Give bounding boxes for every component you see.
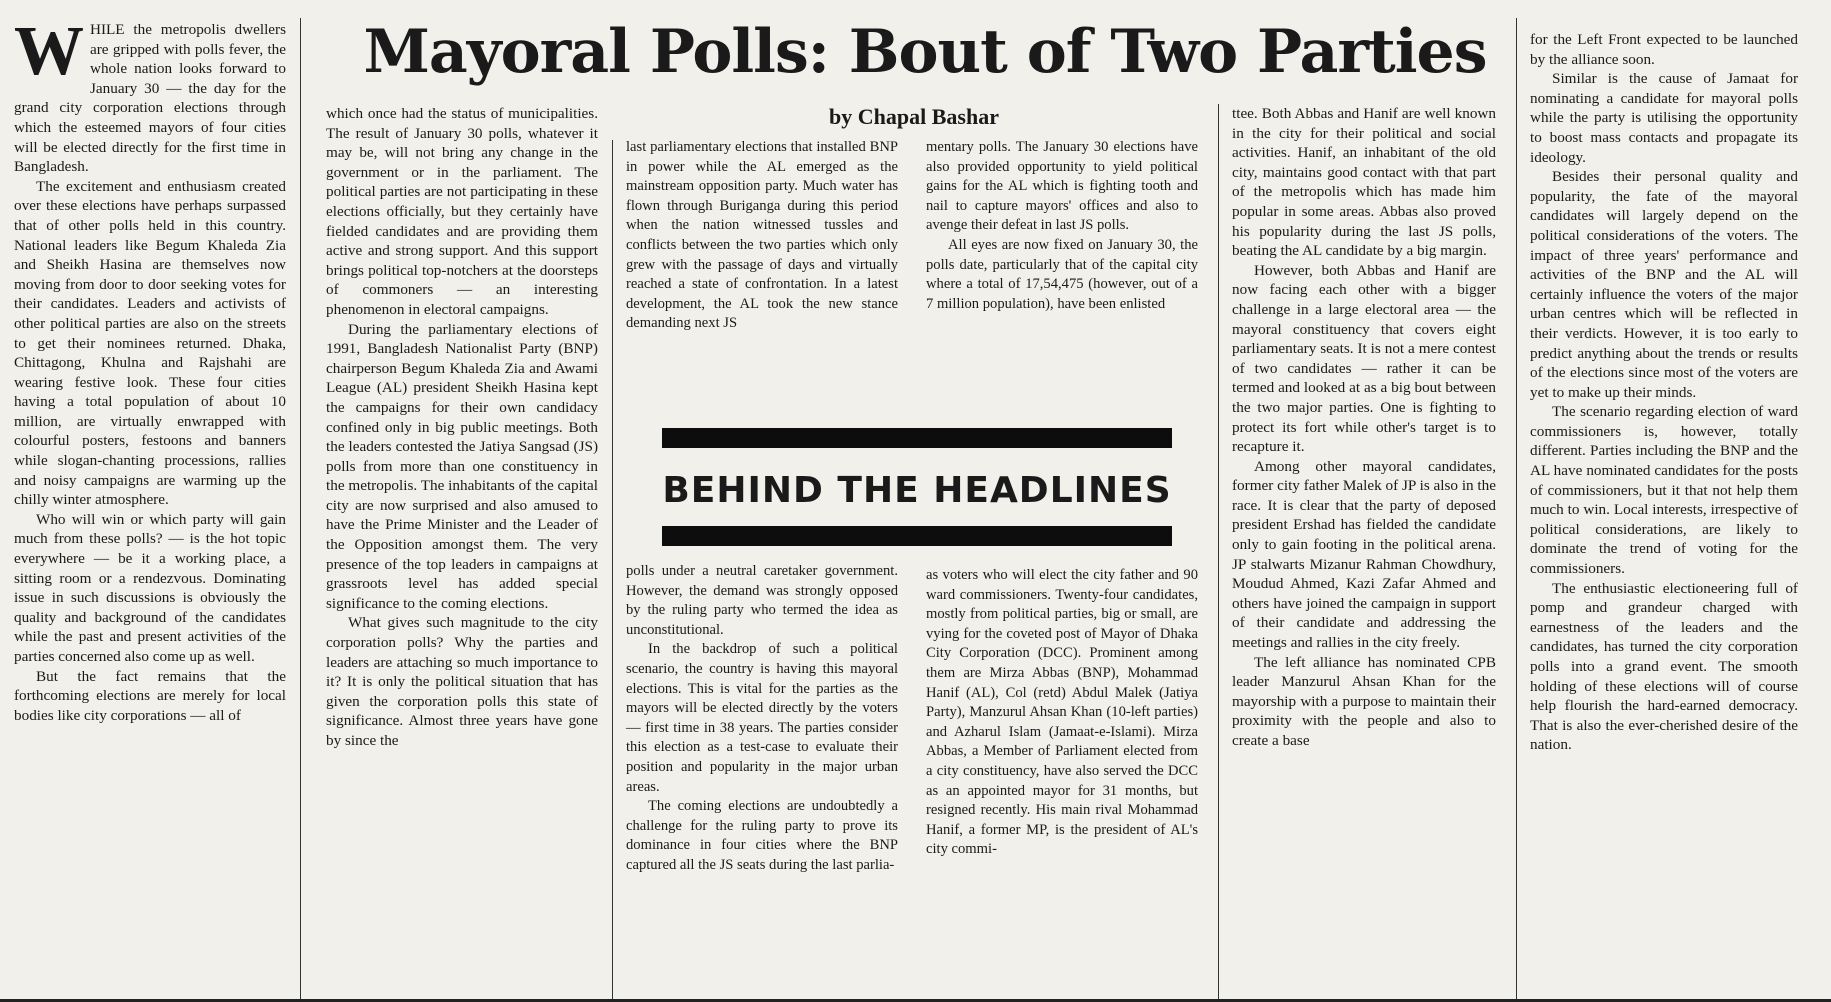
banner-top-bar: [662, 428, 1172, 448]
article-column-4-bottom: [926, 566, 1198, 860]
article-paragraph: What gives such magnitude to the city corporation polls? Why the parties and leaders are attaching so much importance to it? It is only the political situation that has given the corporation polls this state of significance. Almost three years have gone by since the: [326, 614, 598, 749]
article-paragraph: The enthusiastic electioneering full of pomp and grandeur charged with earnestness of the leaders and the candidates, has turned the city corporation polls into a grand event. The smooth holding of these elections will of course help flourish the hard-earned democracy. That is also the ever-cherished desire of the nation.: [1530, 579, 1798, 754]
article-paragraph: The excitement and enthusiasm created over these elections have perhaps surpassed that of other polls held in this country. National leaders like Begum Khaleda Zia and Sheikh Hasina are themselves now moving from door to door seeking votes for their candidates. Leaders and activists of other political parties are also on the streets to get their nominees returned. Dhaka, Chittagong, Khulna and Rajshahi are wearing festive look. These four cities having a total population of about 10 million, are virtually enwrapped with colourful posters, festoons and banners while slogan-chanting processions, rallies and noisy campaigns are warming up the chilly winter atmosphere.: [14, 177, 286, 509]
article-paragraph: mentary polls. The January 30 elections have also provided opportunity to yield political gains for the AL which is fighting tooth and nail to capture mayors' offices and also to avenge their defeat in last JS polls.: [926, 139, 1198, 234]
article-paragraph: polls under a neutral caretaker government. However, the demand was strongly opposed by the ruling party who termed the idea as unconstitutional.: [626, 563, 898, 638]
column-divider: [1218, 104, 1219, 1002]
article-paragraph: Besides their personal quality and popularity, the fate of the mayoral candidates will largely depend on the political considerations of the voters. The impact of three years' performance and activities of the BNP and the AL will certainly influence the voters of the major urban centres which will be reflected in their verdicts. However, it is too early to predict anything about the trends or results of the elections since most of the voters are yet to make up their minds.: [1530, 168, 1798, 401]
article-paragraph: The scenario regarding election of ward commissioners is, however, totally different. Parties including the BNP and the AL have nominated candidates for the posts of commissioners, but it that not help them much to win. Local interests, irrespective of political considerations, are likely to dominate the trend of voting for the commissioners.: [1530, 403, 1798, 578]
banner-bottom-bar: [662, 526, 1172, 546]
article-column-4-top: [926, 138, 1198, 314]
article-paragraph: Among other mayoral candidates, former city father Malek of JP is also in the race. It is clear that the party of deposed president Ershad has fielded the candidate only to gain footing in the political arena. JP stalwarts Mizanur Rahman Chowdhury, Moudud Ahmed, Kazi Zafar Ahmed and others have joined the campaign in support of their candidate and addressing the meetings and rallies in the city freely.: [1232, 457, 1496, 652]
article-column-2: [326, 104, 598, 751]
article-column-5: [1232, 104, 1496, 751]
article-paragraph: [14, 13, 286, 177]
article-paragraph: But the fact remains that the forthcoming elections are merely for local bodies like city corporations — all of: [14, 667, 286, 724]
article-paragraph: which once had the status of municipalities. The result of January 30 polls, whatever it may be, will not bring any change in the government or in the parliament. The political parties are not participating in these elections officially, but they certainly have fielded candidates and are providing them active and strong support. And this support brings political top-notchers at the doorsteps of commoners — an interesting phenomenon in electoral campaigns.: [326, 105, 598, 318]
article-column-6: [1530, 30, 1798, 755]
column-divider: [300, 18, 301, 1002]
article-paragraph: Who will win or which party will gain much from these polls? — is the hot topic everywhere — be it a working place, a sitting room or a rendezvous. Dominating issue in such discussions is obviously the quality and background of the candidates while the past and present activities of the parties concerned also come up as well.: [14, 510, 286, 665]
article-paragraph: ttee. Both Abbas and Hanif are well known in the city for their political and social activities. Hanif, an inhabitant of the old city, maintains good contact with that part of the metropolis which has made him popular in some areas. Abbas also proved his popularity during the last JS polls, beating the AL candidate by a big margin.: [1232, 105, 1496, 260]
article-headline: Mayoral Polls: Bout of Two Parties: [363, 17, 1487, 87]
article-column-3-bottom: [626, 562, 898, 876]
article-paragraph: During the parliamentary elections of 1991, Bangladesh Nationalist Party (BNP) chairperson Begum Khaleda Zia and Awami League (AL) president Sheikh Hasina kept the campaigns for their own candidacy confined only in big public meetings. Both the leaders contested the Jatiya Sangsad (JS) polls from more than one constituency in the metropolis. The inhabitants of the capital city are now surprised and also amused to have the Prime Minister and the Leader of the Opposition amongst them. The very presence of the top leaders in campaigns at grassroots level has added special significance to the coming elections.: [326, 320, 598, 612]
article-paragraph: last parliamentary elections that installed BNP in power while the AL emerged as the mainstream opposition party. Much water has flown through Buriganga during this period when the nation witnessed tussles and conflicts between the two parties which only grew with the passage of days and virtually reached a state of confrontation. In a latest development, the AL took the new stance demanding next JS: [626, 139, 898, 332]
article-paragraph: for the Left Front expected to be launched by the alliance soon.: [1530, 31, 1798, 68]
article-paragraph: The left alliance has nominated CPB leader Manzurul Ahsan Khan for the mayorship with a purpose to maintain their proximity with the people and also to create a base: [1232, 653, 1496, 749]
article-paragraph: as voters who will elect the city father and 90 ward commissioners. Twenty-four candidates, mostly from political parties, big or small, are vying for the coveted post of Mayor of Dhaka City Corporation (DCC). Prominent among them are Mirza Abbas (BNP), Mohammad Hanif (AL), Col (retd) Abdul Malek (Jatiya Party), Manzurul Ahsan Khan (10-left parties) and Azharul Islam (Jamaat-e-Islami). Mirza Abbas, a Member of Parliament elected from a city constituency, have also served the DCC as an appointed mayor for 31 months, but resigned recently. His main rival Mohammad Hanif, a former MP, is the president of AL's city commi-: [926, 567, 1198, 858]
paragraph-text: HILE the metropolis dwellers are gripped with polls fever, the whole nation looks forward to January 30 — the day for the grand city corporation elections through which the esteemed mayors of four cities will be elected directly for the first time in Bangladesh.: [14, 21, 286, 176]
column-divider: [612, 140, 613, 1002]
article-paragraph: The coming elections are undoubtedly a challenge for the ruling party to prove its dominance in four cities where the BNP captured all the JS seats during the last parlia-: [626, 798, 898, 873]
column-divider: [1516, 18, 1517, 1002]
article-column-3-top: [626, 138, 898, 334]
article-byline: by Chapal Bashar: [829, 104, 999, 129]
article-paragraph: In the backdrop of such a political scenario, the country is having this mayoral elections. This is vital for the parties as the mayors will be elected directly by the voters — first time in 38 years. The parties consider this election as a test-case to evaluate their position and popularity in the major urban areas.: [626, 641, 898, 795]
article-paragraph: However, both Abbas and Hanif are now facing each other with a bigger challenge in a large electoral area — the mayoral constituency that covers eight parliamentary seats. It is not a mere contest of two candidates — rather it can be termed and looked at as a big bout between the two major parties. One is fighting to protect its fort while other's target is to recapture it.: [1232, 261, 1496, 456]
drop-cap: W: [14, 13, 84, 90]
section-banner-label: BEHIND THE HEADLINES: [662, 470, 1172, 511]
article-column-1: [14, 13, 286, 725]
article-paragraph: Similar is the cause of Jamaat for nominating a candidate for mayoral polls while the party is utilising the opportunity to boost mass contacts and propagate its ideology.: [1530, 70, 1798, 166]
article-paragraph: All eyes are now fixed on January 30, the polls date, particularly that of the capital city where a total of 17,54,475 (however, out of a 7 million population), have been enlisted: [926, 236, 1198, 312]
